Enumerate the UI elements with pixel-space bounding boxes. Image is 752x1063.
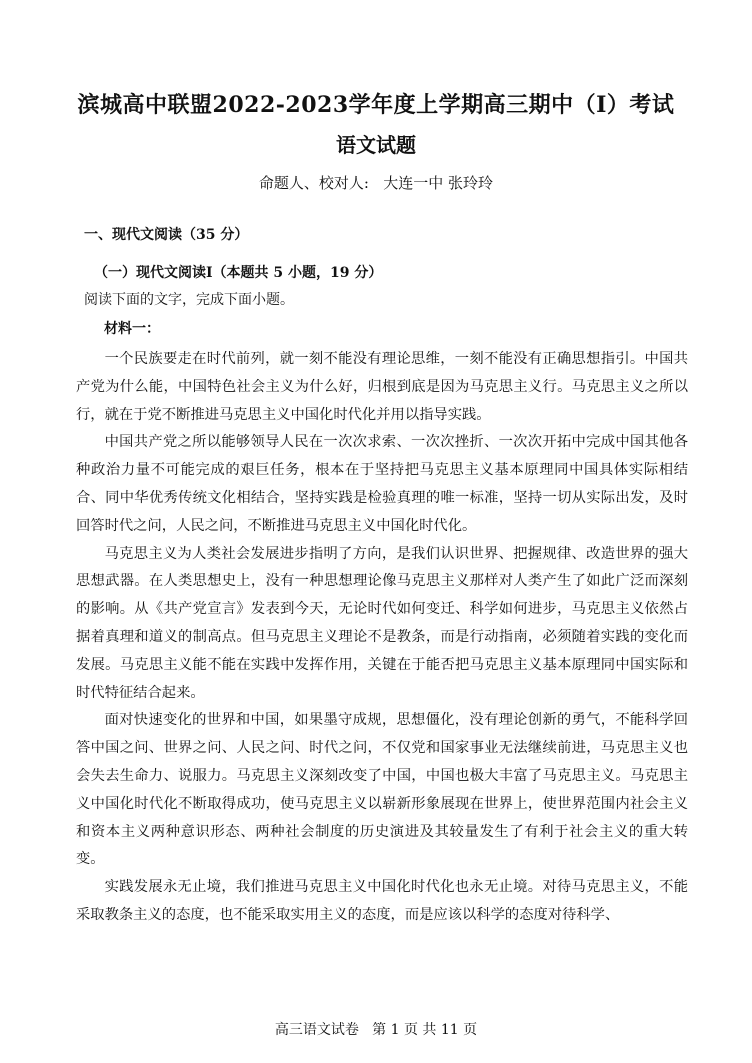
passage-paragraph: 一个民族要走在时代前列，就一刻不能没有理论思维，一刻不能没有正确思想指引。中国共产党为什么能，中国特色社会主义为什么好，归根到底是因为马克思主义行。马克思主义之所以行，就在于党不断推进马克思主义中国化时代化并用以指导实践。 [76, 351, 688, 423]
passage-paragraph: 马克思主义为人类社会发展进步指明了方向，是我们认识世界、把握规律、改造世界的强大思想武器。在人类思想史上，没有一种思想理论像马克思主义那样对人类产生了如此广泛而深刻的影响。从《共产党宣言》发表到今天，无论时代如何变迁、科学如何进步，马克思主义依然占据着真理和道义的制高点。但马克思主义理论不是教条，而是行动指南，必须随着实践的变化而发展。马克思主义能不能在实践中发挥作用，关键在于能否把马克思主义基本原理同中国实际和时代特征结合起来。 [76, 545, 688, 701]
material-label: 材料一： [104, 321, 160, 337]
exam-authors: 命题人、校对人: 大连一中 张玲玲 [258, 174, 494, 192]
section-heading: 一、现代文阅读（35 分） [84, 227, 249, 243]
passage-body [76, 346, 688, 930]
passage-paragraph: 中国共产党之所以能够领导人民在一次次求索、一次次挫折、一次次开拓中完成中国其他各种政治力量不可能完成的艰巨任务，根本在于坚持把马克思主义基本原理同中国具体实际相结合、同中华优秀传统文化相结合，坚持实践是检验真理的唯一标准，坚持一切从实际出发，及时回答时代之问，人民之问，不断推进马克思主义中国化时代化。 [76, 434, 688, 534]
passage-paragraph: 面对快速变化的世界和中国，如果墨守成规，思想僵化，没有理论创新的勇气，不能科学回答中国之问、世界之问、人民之问、时代之问，不仅党和国家事业无法继续前进，马克思主义也会失去生命力、说服力。马克思主义深刻改变了中国，中国也极大丰富了马克思主义。马克思主义中国化时代化不断取得成功，使马克思主义以崭新形象展现在世界上，使世界范围内社会主义和资本主义两种意识形态、两种社会制度的历史演进及其较量发生了有利于社会主义的重大转变。 [76, 712, 688, 868]
exam-subtitle: 语文试题 [336, 133, 416, 157]
page-footer: 高三语文试卷 第 1 页 共 11 页 [274, 1022, 478, 1038]
subsection-heading: （一）现代文阅读Ⅰ（本题共 5 小题，19 分） [94, 265, 383, 281]
exam-title: 滨城高中联盟2022-2023学年度上学期高三期中（Ⅰ）考试 [77, 92, 675, 118]
reading-instruction: 阅读下面的文字，完成下面小题。 [84, 292, 294, 308]
passage-paragraph: 实践发展永无止境，我们推进马克思主义中国化时代化也永无止境。对待马克思主义，不能采取教条主义的态度，也不能采取实用主义的态度，而是应该以科学的态度对待科学、 [76, 879, 688, 923]
